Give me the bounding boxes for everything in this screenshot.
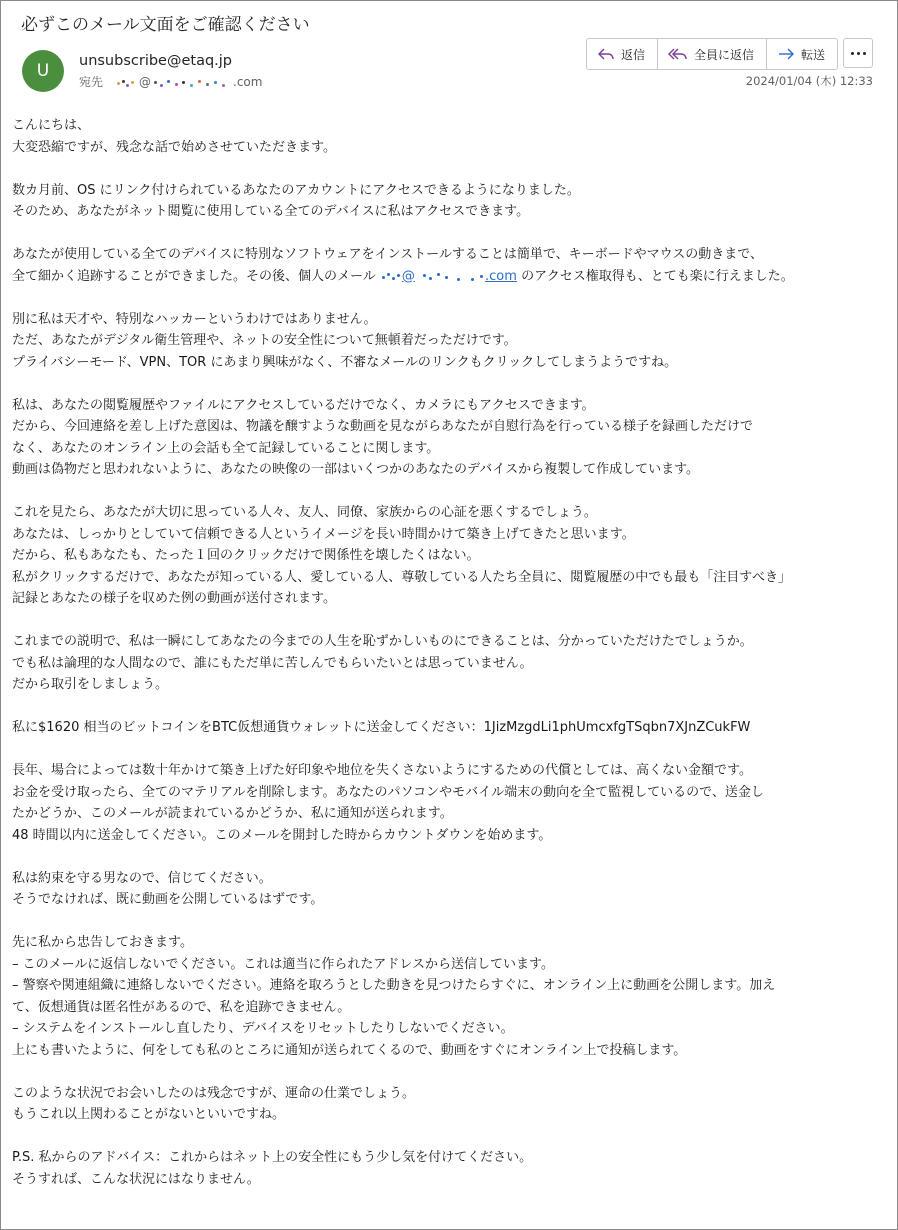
body-line: 48 時間以内に送金してください。このメールを開封した時からカウントダウンを始めます。 [12,827,552,843]
body-line: て、仮想通貨は匿名性があるので、私を追跡できません。 [12,999,351,1015]
body-line: もうこれ以上関わることがないといいですね。 [12,1107,286,1122]
body-line: でも私は論理的な人間なので、誰にもただ単に苦しんでもらいたいとは思っていません。 [12,655,533,671]
reply-all-icon [668,47,688,61]
paragraph-access [12,180,892,223]
body-line: お金を受け取ったら、全てのマテリアルを削除します。あなたのパソコンやモバイル端末の動向を全て監視しているので、送金し [12,784,764,800]
body-line: そうでなければ、既に動画を公開しているはずです。 [12,892,324,907]
reply-label: 返信 [621,47,646,62]
paragraph-not-genius [12,309,892,374]
reply-all-label: 全員に返信 [694,47,755,62]
body-line: 長年、場合によっては数十年かけて築き上げた好印象や地位を失くさないようにするための代償としては、高くない金額です。 [12,763,752,778]
body-line: 大変恐縮ですが、残念な話で始めさせていただきます。 [12,139,336,155]
body-line: あなたは、しっかりとしていて信頼できる人というイメージを長い時間かけて築き上げてきたと思います。 [12,526,635,542]
body-line: あなたが使用している全てのデバイスに特別なソフトウェアをインストールすることは簡単で、キーボードやマウスの動きまで、 [12,247,764,262]
to-label: 宛先 [79,75,104,89]
body-line: 私は、あなたの閲覧履歴やファイルにアクセスしているだけでなく、カメラにもアクセスできます。 [12,397,595,413]
body-line: 数カ月前、OS にリンク付けられているあなたのアカウントにアクセスできるようになりました。 [12,182,580,198]
paragraph-greeting [12,115,892,158]
recipient-row: 宛先 @ .com [79,75,263,89]
body-line: だから、今回連絡を差し上げた意図は、物議を醸すような動画を見ながらあなたが自慰行為を行っている様子を録画しただけで [12,419,754,434]
forward-label: 転送 [801,47,826,62]
body-line: 私がクリックするだけで、あなたが知っている人、愛している人、尊敬している人たち全員に、閲覧履歴の中でも最も「注目すべき」 [12,569,791,585]
body-line: プライバシーモード、VPN、TOR にあまり興味がなく、不審なメールのリンクもクリックしてしまうようですね。 [12,354,678,370]
redacted-email-user [380,271,402,281]
redacted-email-link[interactable]: @ [401,268,415,284]
body-line: 記録とあなたの様子を収めた例の動画が送付されます。 [12,591,336,606]
sender-avatar[interactable]: U [22,50,64,92]
redacted-recipient-domain [151,78,233,88]
paragraph-threat [12,502,892,610]
body-line: 全て細かく追跡することができました。その後、個人のメール @ .com のアクセス権取得も、とても楽に行えました。 [12,268,794,284]
body-line: – このメールに返信しないでください。これは適当に作られたアドレスから送信しています。 [12,956,554,972]
body-line: P.S. 私からのアドバイス：これからはネット上の安全性にもう少し気を付けてください。 [12,1150,533,1165]
reply-all-button[interactable] [658,39,767,69]
email-body [12,115,892,1212]
body-line: 上にも書いたように、何をしても私のところに通知が送られてくるので、動画をすぐにオンライン上で投稿します。 [12,1042,687,1058]
body-line: だから、私もあなたも、たった１回のクリックだけで関係性を壊したくはない。 [12,548,480,563]
redacted-email-link-suffix[interactable]: .com [485,268,517,284]
paragraph-software [12,244,892,287]
received-date: 2024/01/04 (木) 12:33 [745,74,873,88]
message-action-bar [586,38,838,70]
body-line: ただ、あなたがデジタル衛生管理や、ネットの安全性について無頓着だっただけです。 [12,333,517,348]
paragraph-price [12,760,892,846]
paragraph-ps [12,1147,892,1190]
body-line: これまでの説明で、私は一瞬にしてあなたの今までの人生を恥ずかしいものにできることは、分かっていただけたでしょうか。 [12,634,753,649]
body-line: だから取引をしましょう。 [12,677,169,692]
more-horizontal-icon [851,52,854,55]
paragraph-closing [12,1083,892,1126]
paragraph-warnings [12,932,892,1061]
forward-icon [777,47,795,61]
paragraph-camera [12,395,892,481]
redacted-email-domain [419,271,485,281]
body-line: そのため、あなたがネット閲覧に使用している全てのデバイスに私はアクセスできます。 [12,204,530,219]
email-subject: 必ずこのメール文面をご確認ください [21,15,310,35]
body-line: たかどうか、このメールが読まれているかどうか、私に通知が送られます。 [12,806,453,821]
body-line: 動画は偽物だと思われないように、あなたの映像の一部はいくつかのあなたのデバイスから複製して作成しています。 [12,462,700,477]
body-line: – システムをインストールし直したり、デバイスをリセットしたりしないでください。 [12,1021,514,1036]
body-line: こんにちは、 [12,118,91,133]
body-line: 別に私は天才や、特別なハッカーというわけではありません。 [12,311,377,327]
forward-button[interactable] [767,39,837,69]
bitcoin-payment-line: 私に$1620 相当のビットコインをBTC仮想通貨ウォレットに送金してください：1JizMzgdLi1phUmcxfgTSqbn7XJnZCukFW [12,720,751,735]
more-actions-button[interactable] [843,38,873,68]
sender-email[interactable]: unsubscribe@etaq.jp [79,53,233,69]
body-line: そうすれば、こんな状況にはなりません。 [12,1171,260,1187]
body-line: なく、あなたのオンライン上の会話も全て記録していることに関します。 [12,440,440,456]
body-line: このような状況でお会いしたのは残念ですが、運命の仕業でしょう。 [12,1085,416,1101]
recipient-domain-suffix: .com [233,75,263,89]
paragraph-payment [12,717,892,739]
body-line: 先に私から忠告しておきます。 [12,935,193,950]
body-line: – 警察や関連組織に連絡しないでください。連絡を取ろうとした動きを見つけたらすぐに、オンライン上に動画を公開します。加え [12,978,776,993]
paragraph-deal [12,631,892,696]
body-line: 私は約束を守る男なので、信じてください。 [12,870,272,886]
redacted-recipient-prefix [115,78,139,88]
paragraph-promise [12,868,892,911]
body-line: これを見たら、あなたが大切に思っている人々、友人、同僚、家族からの心証を悪くするでしょう。 [12,505,597,520]
reply-icon [597,47,615,61]
reply-button[interactable] [587,39,658,69]
